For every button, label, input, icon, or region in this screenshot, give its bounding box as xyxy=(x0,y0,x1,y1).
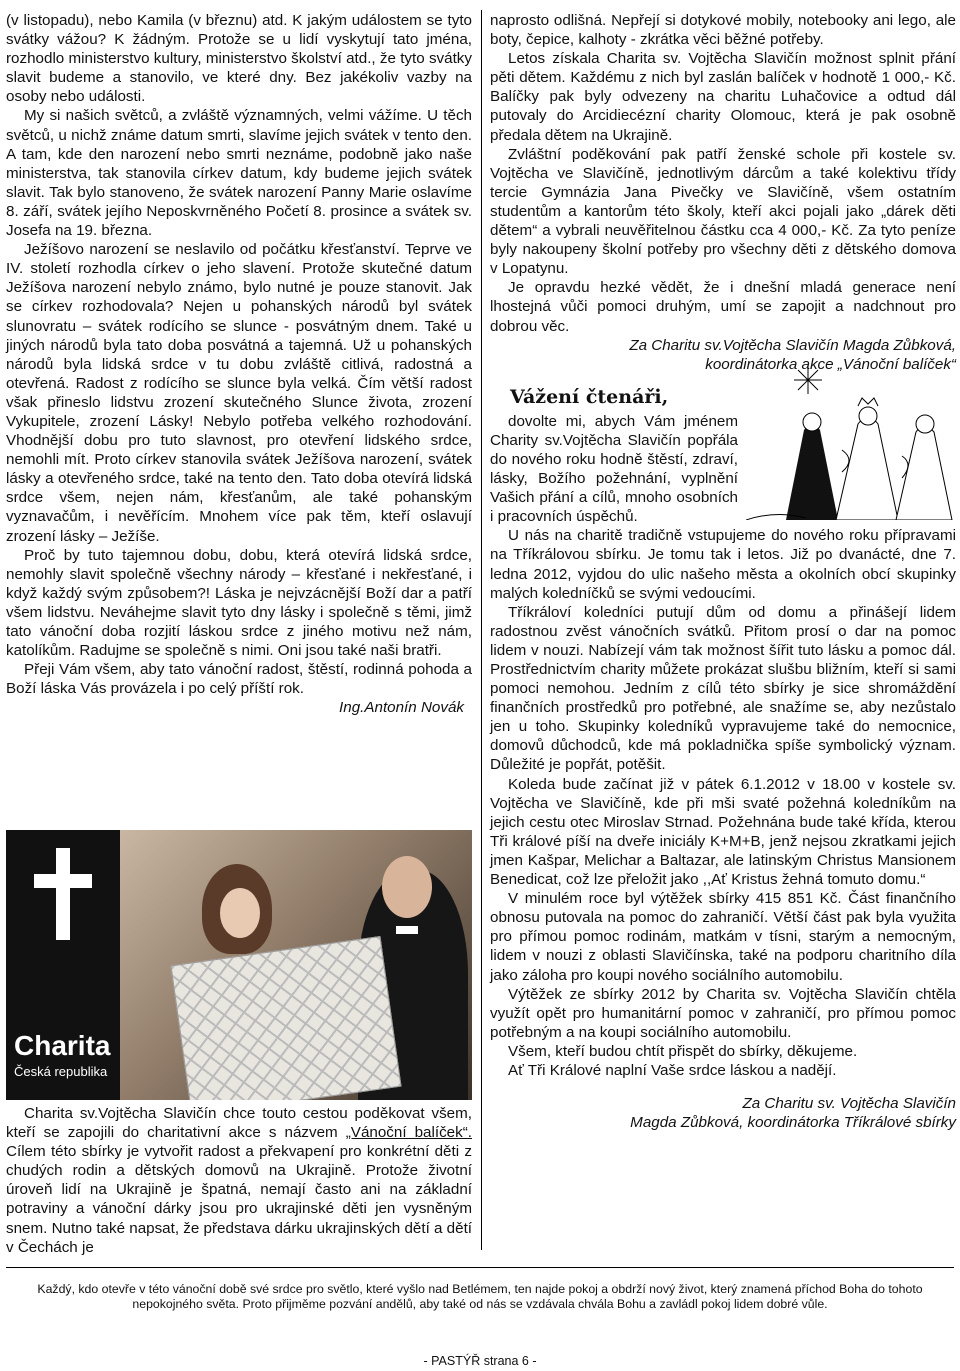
paragraph: Proč by tuto tajemnou dobu, dobu, která otevírá lidská srdce, nemohly slavit společně všechny národy – křesťané i nekřesťané, i když každý svým způsobem?! Láska je nejvzácnější Boží dar a patří všem lidstvu. Neváhejme slavit tyto dny lásky i společně s těmi, jimž tato vánoční doba rozjití láskou srdce z jiného motivu než nám, katolíkům. Radujme se společně s nimi. Oni jsou také naši bratři. xyxy=(6,546,472,660)
right-column xyxy=(490,11,956,1132)
paragraph: Ježíšovo narození se neslavilo od počátku křesťanství. Teprve ve IV. století rozhodla církev o jeho slavení. Protože skutečné datum Ježíšova narození nebylo známo, bylo nutné je pouze stanovit. Jak se církev rozhodovala? Nejen u pohanských národů byl svátek slunovratu – svátek rodícího se slunce - posvátným dnem. Také u jiných národů byla tato doba posvátná a tajemná. Už u pohanských národů byla lidská srdce v tu dobu zvláště citlivá, radostná a otevřená. Radost z rodícího se slunce byla velká. Čím větší radost však přineslo lidstvu zrození skutečného Slunce života, zrození Vykupitele, zrození Lásky! Nebylo potřeba velkého rozhodování. Vhodnější dobu pro tuto slavnost, pro otevření lidského srdce, nemohli mít. Proto církev stanovila svátek Ježíšova narození, svátek lásky a otevřeného srdce, také na tento den. Tato doba otevírá lidská srdce všem, nejen nám, křesťanům, ale také pohanským vyznavačům, i nevěřícím. Mnohem více pak těm, kteří oslavují zrození lásky – Ježíše. xyxy=(6,241,472,545)
footer-rule xyxy=(6,1267,954,1268)
signature-line-1: Za Charitu sv.Vojtěcha Slavičín Magda Zůbková, xyxy=(629,336,956,354)
logo-subtitle: Česká republika xyxy=(14,1064,108,1079)
charity-photo xyxy=(6,830,472,1100)
paragraph: Je opravdu hezké vědět, že i dnešní mladá generace není lhostejná vůči pomoci druhým, umí se zapojit a nadchnout pro dobrou věc. xyxy=(490,279,956,335)
clerical-collar xyxy=(396,926,418,934)
paragraph: Přeji Vám všem, aby tato vánoční radost, štěstí, rodinná pohoda a Boží láska Vás provázela i po celý příští rok. xyxy=(6,661,472,698)
three-kings-illustration xyxy=(746,360,956,520)
signature-novak: Ing.Antonín Novák xyxy=(339,699,464,717)
photo-scene xyxy=(120,830,472,1100)
girl-face xyxy=(220,888,260,938)
charity-action-name: „Vánoční balíček“. xyxy=(345,1124,473,1142)
paragraph: U nás na charitě tradičně vstupujeme do nového roku přípravami na Tříkrálovou sbírku. Je tomu tak i letos. Již po dvanácté, dne 7. ledna 2012, vyjdou do ulic našeho města a okolních obcí skupinky malých koledníčků se svými vedoucími. xyxy=(490,527,956,602)
gift-package xyxy=(170,936,401,1100)
paragraph: Výtěžek ze sbírky 2012 by Charita sv. Vojtěcha Slavičín chtěla využít opět pro humanitární pomoc v zahraničí, pro přímou pomoc potřebným a na koupi sociálního automobilu. xyxy=(490,985,956,1041)
column-divider xyxy=(481,10,482,1250)
paragraph: (v listopadu), nebo Kamila (v březnu) atd. K jakým událostem se tyto svátky vážou? K žádným. Protože se u lidí vyskytují tato jména, rozhodlo ministerstvo kultury, ministerstvo školství atd., že tyto svátky slavit budeme a stanovilo, ve které dny. Bez jakékoliv vazby na osoby nebo události. xyxy=(6,12,472,106)
signature-line-3: Za Charitu sv. Vojtěcha Slavičín xyxy=(742,1095,956,1113)
logo-title: Charita xyxy=(14,1030,111,1061)
paragraph: Tříkráloví koledníci putují dům od domu a přinášejí lidem radostnou zvěst vánočních svátků. Přitom prosí o dar na pomoc lidem v nouzi. Nabízejí vám tak možnost šířit tuto lásku a pomoc dál. Prostřednictvím charity můžete prokázat slušbu bližním, kteří si sami pomoci nemohou. Jedním z cílů této sbírky je sice shromáždění finančních prostředků pro potřebné, ale snažíme se, aby nezůstalo jen u toho. Skupinky koledníků vypravujeme také do nemocnice, domovů důchodců, kde má pokladnička spíše symbolický význam. Důležité je popřát, potěšit. xyxy=(490,603,956,774)
paragraph: Koleda bude začínat již v pátek 6.1.2012 v 18.00 v kostele sv. Vojtěcha ve Slavičíně, kde při mši svaté požehná koledníkům na jejich cestu otec Miroslav Strnad. Požehnána bude také křída, kterou Tři králové píší na dveře iniciály K+M+B, jenž nejsou zkratkami jejich jmen Kašpar, Melichar a Baltazar, ale latinským Christus Mansionem Benedicat, což lze přeložit jako ,,Ať Kristus žehná tomuto domu.“ xyxy=(490,775,956,889)
charity-thanks xyxy=(6,1104,472,1257)
footer-text: Každý, kdo otevře v této vánoční době své srdce pro světlo, které vyšlo nad Betlémem, ten najde pokoj a obdrží nový život, který znamená příchod Boha do tohoto nepokojného světa. Proto přijměme pozvání andělů, aby také od nás se vzdávala chvála Bohu a zavládl pokoj lidem dobré vůle. xyxy=(37,1282,923,1312)
paragraph: V minulém roce byl výtěžek sbírky 415 851 Kč. Část finančního obnosu putovala na pomoc do zahraničí. Větší část pak byla využita pro přímou pomoc rodinám, matkám v tísni, starým a nemocným, lidem v nouzi z oblasti Slavičínska, také na podporu charitního díla jako záloha pro koupi nového sociálního automobilu. xyxy=(490,890,956,984)
paragraph: Všem, kteří budou chtít přispět do sbírky, děkujeme. xyxy=(508,1042,858,1060)
page-number: - PASTÝŘ strana 6 - xyxy=(423,1354,537,1368)
signature-line-2: koordinátorka akce „Vánoční balíček“ xyxy=(705,355,956,373)
left-column xyxy=(6,11,472,717)
paragraph: dovolte mi, abych Vám jménem Charity sv.Vojtěcha Slavičín popřála do nového roku hodně štěstí, zdraví, lásky, Božího požehnání, vyplnění Vašich přání a cílů, mnoho osobních i pracovních úspěchů. xyxy=(490,412,738,526)
paragraph: Zvláštní poděkování pak patří ženské schole při kostele sv. Vojtěcha ve Slavičíně, jednotlivým dárcům a také kolektivu třídy tercie Gymnázia Jana Pivečky ve Slavičíně, všem ostatním studentům a kantorům této školy, kteří akci pojali jako „dárek děti dětem“ a vybrali neuvěřitelnou částku cca 4 000,- Kč. Za tyto peníze byly nakoupeny školní potřeby pro všechny děti z dětského domova v Lopatynu. xyxy=(490,145,956,278)
paragraph: naprosto odlišná. Nepřejí si dotykové mobily, notebooky ani lego, ale boty, čepice, kalhoty - zkrátka věci běžné potřeby. xyxy=(490,12,956,49)
charity-intro: Charita sv.Vojtěcha Slavičín chce touto cestou poděkovat všem, kteří se zapojili do charitativní akce s názvem xyxy=(6,1105,472,1142)
charita-logo xyxy=(6,830,120,1100)
paragraph: Ať Tři Králové naplní Vaše srdce láskou a nadějí. xyxy=(508,1061,837,1079)
section-heading: Vážení čtenáři, xyxy=(510,385,669,408)
charity-rest: Cílem této sbírky je vytvořit radost a překvapení pro konkrétní děti z chudých rodin a dětských domovů na Ukrajině. Protože životní úroveň lidí na Ukrajině je špatná, nemají často ani na základní potraviny a vánoční dárky jsou pro ukrajinské děti jen vysněným snem. Nutno také napsat, že představa dárku ukrajinských dětí a dětí v Čechách je xyxy=(6,1143,473,1256)
cross-icon xyxy=(34,848,92,940)
paragraph: My si našich světců, a zvláště významných, velmi vážíme. U těch světců, u nichž známe datum smrti, slavíme jejich svátek v tento den. A tam, kde den narození nebo smrti neznáme, podobně jako naše ministerstva, tak stanovila církev datum, kdy budeme jejich svátek slavit. Tak bylo stanoveno, že svátek narození Panny Marie oslavíme 8. září, svátek jejího Neposkvrněného Početí 8. prosince a svátek sv. Josefa na 19. března. xyxy=(6,107,472,240)
signature-line-4: Magda Zůbková, koordinátorka Tříkrálové sbírky xyxy=(630,1114,956,1132)
paragraph: Letos získala Charita sv. Vojtěcha Slavičín možnost splnit přání pěti dětem. Každému z nich byl zaslán balíček v hodnotě 1 000,- Kč. Balíčky pak byly odvezeny na charitu Luhačovice a odtud dál putovaly do Arcidiecézní charity Olomouc, která je pak osobně předala dětem na Ukrajině. xyxy=(490,50,956,144)
priest-face xyxy=(382,856,432,918)
